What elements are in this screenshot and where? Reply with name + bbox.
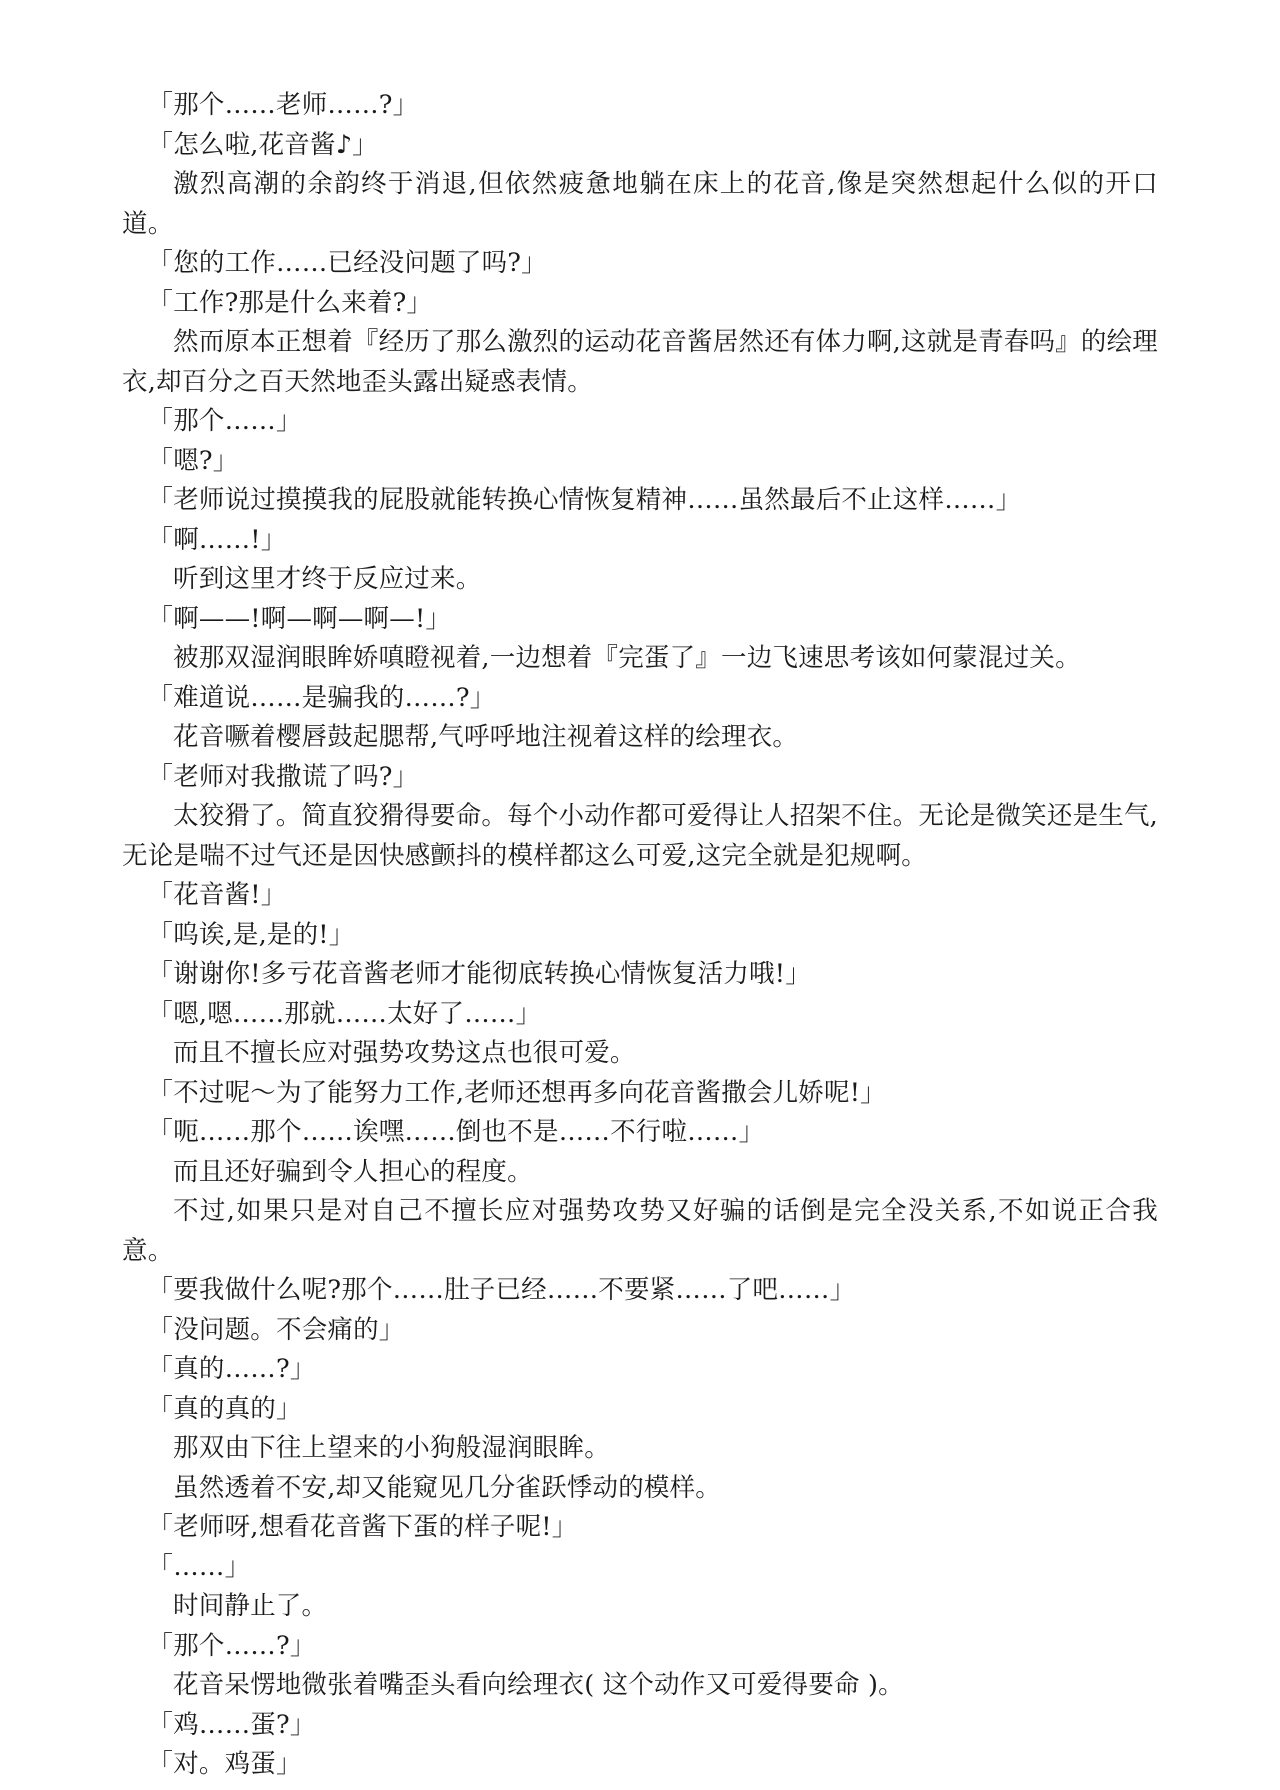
dialogue-line: 「老师对我撒谎了吗?」	[147, 761, 419, 792]
dialogue-line: 「没问题。不会痛的」	[147, 1314, 405, 1345]
narration-paragraph: 而且不擅长应对强势攻势这点也很可爱。	[173, 1038, 636, 1068]
dialogue-line: 「嗯,嗯……那就……太好了……」	[147, 998, 542, 1029]
narration-paragraph: 花音噘着樱唇鼓起腮帮,气呼呼地注视着这样的绘理衣。	[173, 722, 799, 752]
dialogue-line: 「怎么啦,花音酱♪」	[147, 129, 378, 160]
dialogue-line: 「真的真的」	[147, 1393, 302, 1424]
narration-paragraph: 然而原本正想着『经历了那么激烈的运动花音酱居然还有体力啊,这就是青春吗』的绘理衣,却百分之百天然地歪头露出疑惑表情。	[122, 327, 1158, 397]
dialogue-line: 「真的……?」	[147, 1354, 316, 1384]
narration-paragraph: 不过,如果只是对自己不擅长应对强势攻势又好骗的话倒是完全没关系,不如说正合我意。	[122, 1196, 1158, 1266]
narration-paragraph: 时间静止了。	[173, 1591, 328, 1621]
dialogue-line: 「您的工作……已经没问题了吗?」	[147, 248, 547, 278]
dialogue-line: 「呃……那个……诶嘿……倒也不是……不行啦……」	[147, 1117, 765, 1147]
dialogue-line: 「工作?那是什么来着?」	[147, 287, 433, 318]
narration-paragraph: 太狡猾了。简直狡猾得要命。每个小动作都可爱得让人招架不住。无论是微笑还是生气,无论是喘不过气还是因快感颤抖的模样都这么可爱,这完全就是犯规啊。	[122, 801, 1158, 871]
dialogue-line: 「啊……!」	[147, 524, 287, 555]
narration-paragraph: 花音呆愣地微张着嘴歪头看向绘理衣( 这个动作又可爱得要命 )。	[173, 1670, 904, 1700]
narration-paragraph: 被那双湿润眼眸娇嗔瞪视着,一边想着『完蛋了』一边飞速思考该如何蒙混过关。	[173, 643, 1081, 673]
dialogue-line: 「嗯?」	[147, 445, 239, 476]
novel-text-body	[122, 86, 1158, 1785]
dialogue-line: 「谢谢你!多亏花音酱老师才能彻底转换心情恢复活力哦!」	[147, 959, 811, 989]
dialogue-line: 「老师呀,想看花音酱下蛋的样子呢!」	[147, 1512, 578, 1542]
dialogue-line: 「要我做什么呢?那个……肚子已经……不要紧……了吧……」	[147, 1275, 856, 1305]
dialogue-line: 「啊——!啊—啊—啊—!」	[147, 603, 452, 634]
dialogue-line: 「老师说过摸摸我的屁股就能转换心情恢复精神……虽然最后不止这样……」	[147, 485, 1022, 515]
dialogue-line: 「难道说……是骗我的……?」	[147, 682, 496, 713]
dialogue-line: 「鸡……蛋?」	[147, 1709, 316, 1740]
dialogue-line: 「花音酱!」	[147, 880, 287, 910]
narration-paragraph: 听到这里才终于反应过来。	[173, 564, 482, 594]
dialogue-line: 「呜诶,是,是的!」	[147, 919, 355, 950]
dialogue-line: 「对。鸡蛋」	[147, 1749, 302, 1779]
narration-paragraph: 而且还好骗到令人担心的程度。	[173, 1156, 533, 1187]
dialogue-line: 「……」	[147, 1551, 251, 1582]
narration-paragraph: 激烈高潮的余韵终于消退,但依然疲惫地躺在床上的花音,像是突然想起什么似的开口道。	[122, 169, 1158, 239]
narration-paragraph: 虽然透着不安,却又能窥见几分雀跃悸动的模样。	[173, 1472, 722, 1503]
dialogue-line: 「那个……老师……?」	[147, 90, 419, 120]
dialogue-line: 「那个……?」	[147, 1630, 316, 1661]
narration-paragraph: 那双由下往上望来的小狗般湿润眼眸。	[173, 1433, 610, 1463]
dialogue-line: 「不过呢～为了能努力工作,老师还想再多向花音酱撒会儿娇呢!」	[147, 1077, 886, 1108]
dialogue-line: 「那个……」	[147, 406, 302, 436]
